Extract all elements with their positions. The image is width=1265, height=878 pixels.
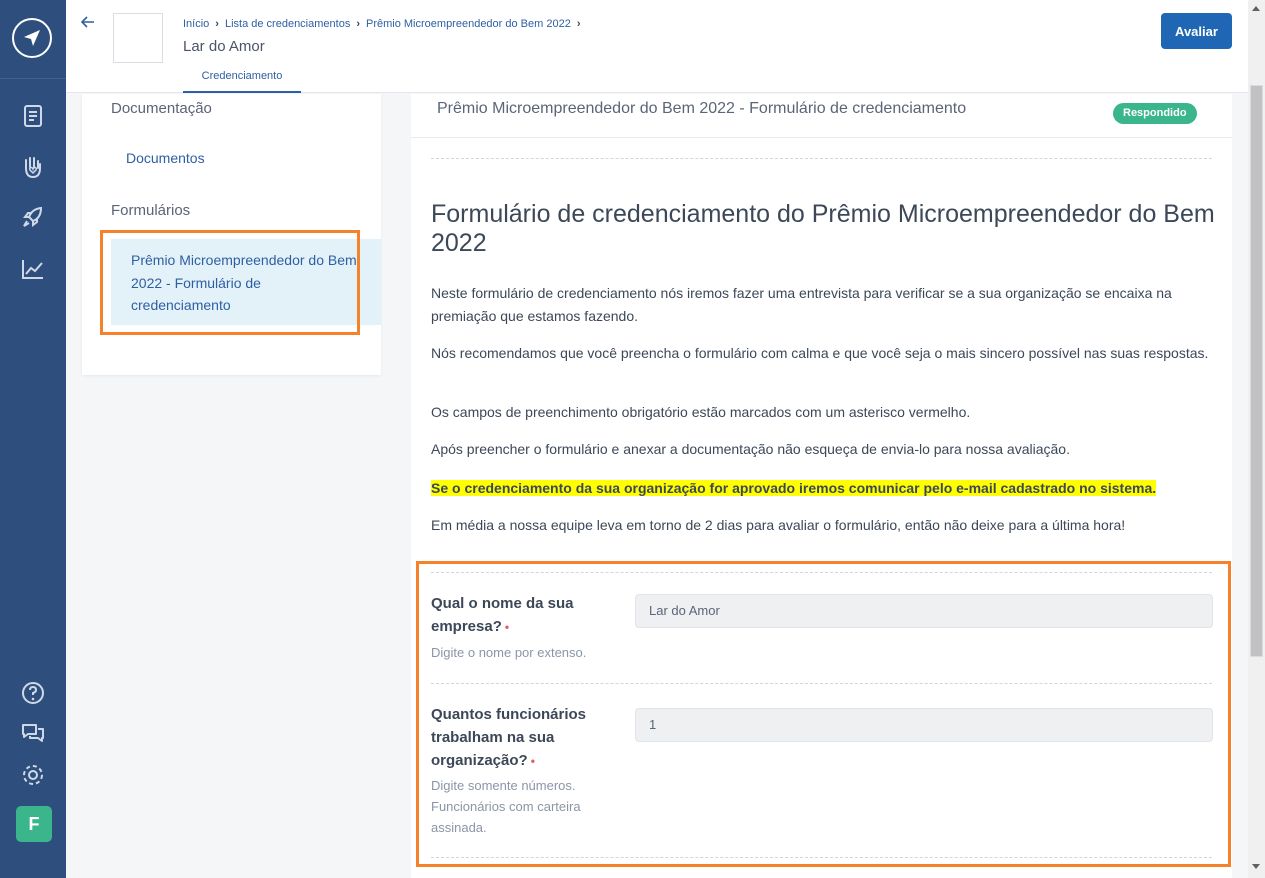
form-header	[411, 94, 1232, 138]
evaluate-button[interactable]: Avaliar	[1161, 13, 1232, 49]
rail-divider	[0, 78, 66, 79]
company-name-field[interactable]: Lar do Amor	[635, 594, 1213, 628]
form-header-title: Prêmio Microempreendedor do Bem 2022 - Formulário de credenciamento	[437, 100, 967, 117]
breadcrumb-award[interactable]: Prêmio Microempreendedor do Bem 2022	[366, 18, 571, 30]
form-title: Formulário de credenciamento do Prêmio Microempreendedor do Bem 2022	[431, 200, 1215, 257]
section-documentation: Documentação	[111, 100, 212, 117]
scroll-down-icon[interactable]	[1252, 864, 1260, 869]
chevron-right-icon: ›	[576, 18, 581, 30]
forms-icon[interactable]	[20, 103, 46, 129]
intro-paragraph: Em média a nossa equipe leva em torno de 2 dias para avaliar o formulário, então não deixe para a última hora!	[431, 517, 1126, 533]
page-header	[66, 0, 1248, 93]
highlight-box-questions	[416, 561, 1231, 867]
question-label-text: Qual o nome da sua empresa?	[431, 595, 574, 635]
status-badge: Respondido	[1113, 103, 1197, 124]
breadcrumb-list[interactable]: Lista de credenciamentos	[224, 18, 351, 30]
intro-paragraph: Os campos de preenchimento obrigatório estão marcados com um asterisco vermelho.	[431, 404, 971, 420]
scrollbar-thumb[interactable]	[1250, 85, 1263, 657]
section-forms: Formulários	[111, 202, 191, 219]
page-title: Lar do Amor	[183, 38, 265, 55]
question-label-text: Quantos funcionários trabalham na sua organização?	[431, 706, 587, 769]
intro-paragraph: Após preencher o formulário e anexar a documentação não esqueça de envia-lo para nossa avaliação.	[431, 441, 1070, 457]
divider	[431, 158, 1212, 159]
highlight-box-sidebar	[100, 230, 360, 335]
question-hint: Digite o nome por extenso.	[431, 645, 587, 660]
back-arrow-icon[interactable]	[80, 14, 96, 30]
chat-icon[interactable]	[20, 720, 46, 746]
required-marker: •	[504, 620, 510, 634]
tab-credenciamento[interactable]: Credenciamento	[183, 67, 301, 93]
employee-count-field[interactable]: 1	[635, 708, 1213, 742]
logo-icon[interactable]	[12, 18, 52, 58]
required-marker: •	[530, 754, 535, 768]
intro-paragraph: Nós recomendamos que você preencha o formulário com calma e que você seja o mais sincero possível nas suas respostas.	[431, 345, 1209, 361]
highlighted-notice	[431, 477, 1221, 500]
sidebar-item-documents[interactable]: Documentos	[126, 150, 205, 166]
scroll-up-icon[interactable]	[1252, 6, 1260, 11]
hand-heart-icon[interactable]	[20, 154, 46, 180]
organization-logo	[113, 13, 163, 63]
question-hint: Digite somente números. Funcionários com carteira assinada.	[431, 778, 581, 835]
breadcrumb	[183, 18, 587, 30]
chevron-right-icon: ›	[356, 18, 360, 30]
scrollbar[interactable]	[1248, 0, 1265, 878]
chevron-right-icon: ›	[215, 18, 219, 30]
breadcrumb-home[interactable]: Início	[183, 18, 210, 30]
intro-paragraph: Neste formulário de credenciamento nós iremos fazer uma entrevista para verificar se a sua organização se encaixa na premiação que estamos fazendo.	[431, 285, 1172, 324]
help-icon[interactable]	[20, 680, 46, 706]
nav-rail	[0, 0, 66, 878]
chart-icon[interactable]	[20, 256, 46, 282]
rocket-icon[interactable]	[20, 204, 46, 230]
highlighted-notice-text: Se o credenciamento da sua organização for aprovado iremos comunicar pelo e-mail cadastrado no sistema.	[431, 480, 1157, 496]
settings-icon[interactable]	[20, 762, 46, 788]
sidebar-item-active-form[interactable]: Prêmio Microempreendedor do Bem 2022 - Formulário de credenciamento	[111, 239, 381, 325]
avatar[interactable]: F	[16, 806, 52, 842]
